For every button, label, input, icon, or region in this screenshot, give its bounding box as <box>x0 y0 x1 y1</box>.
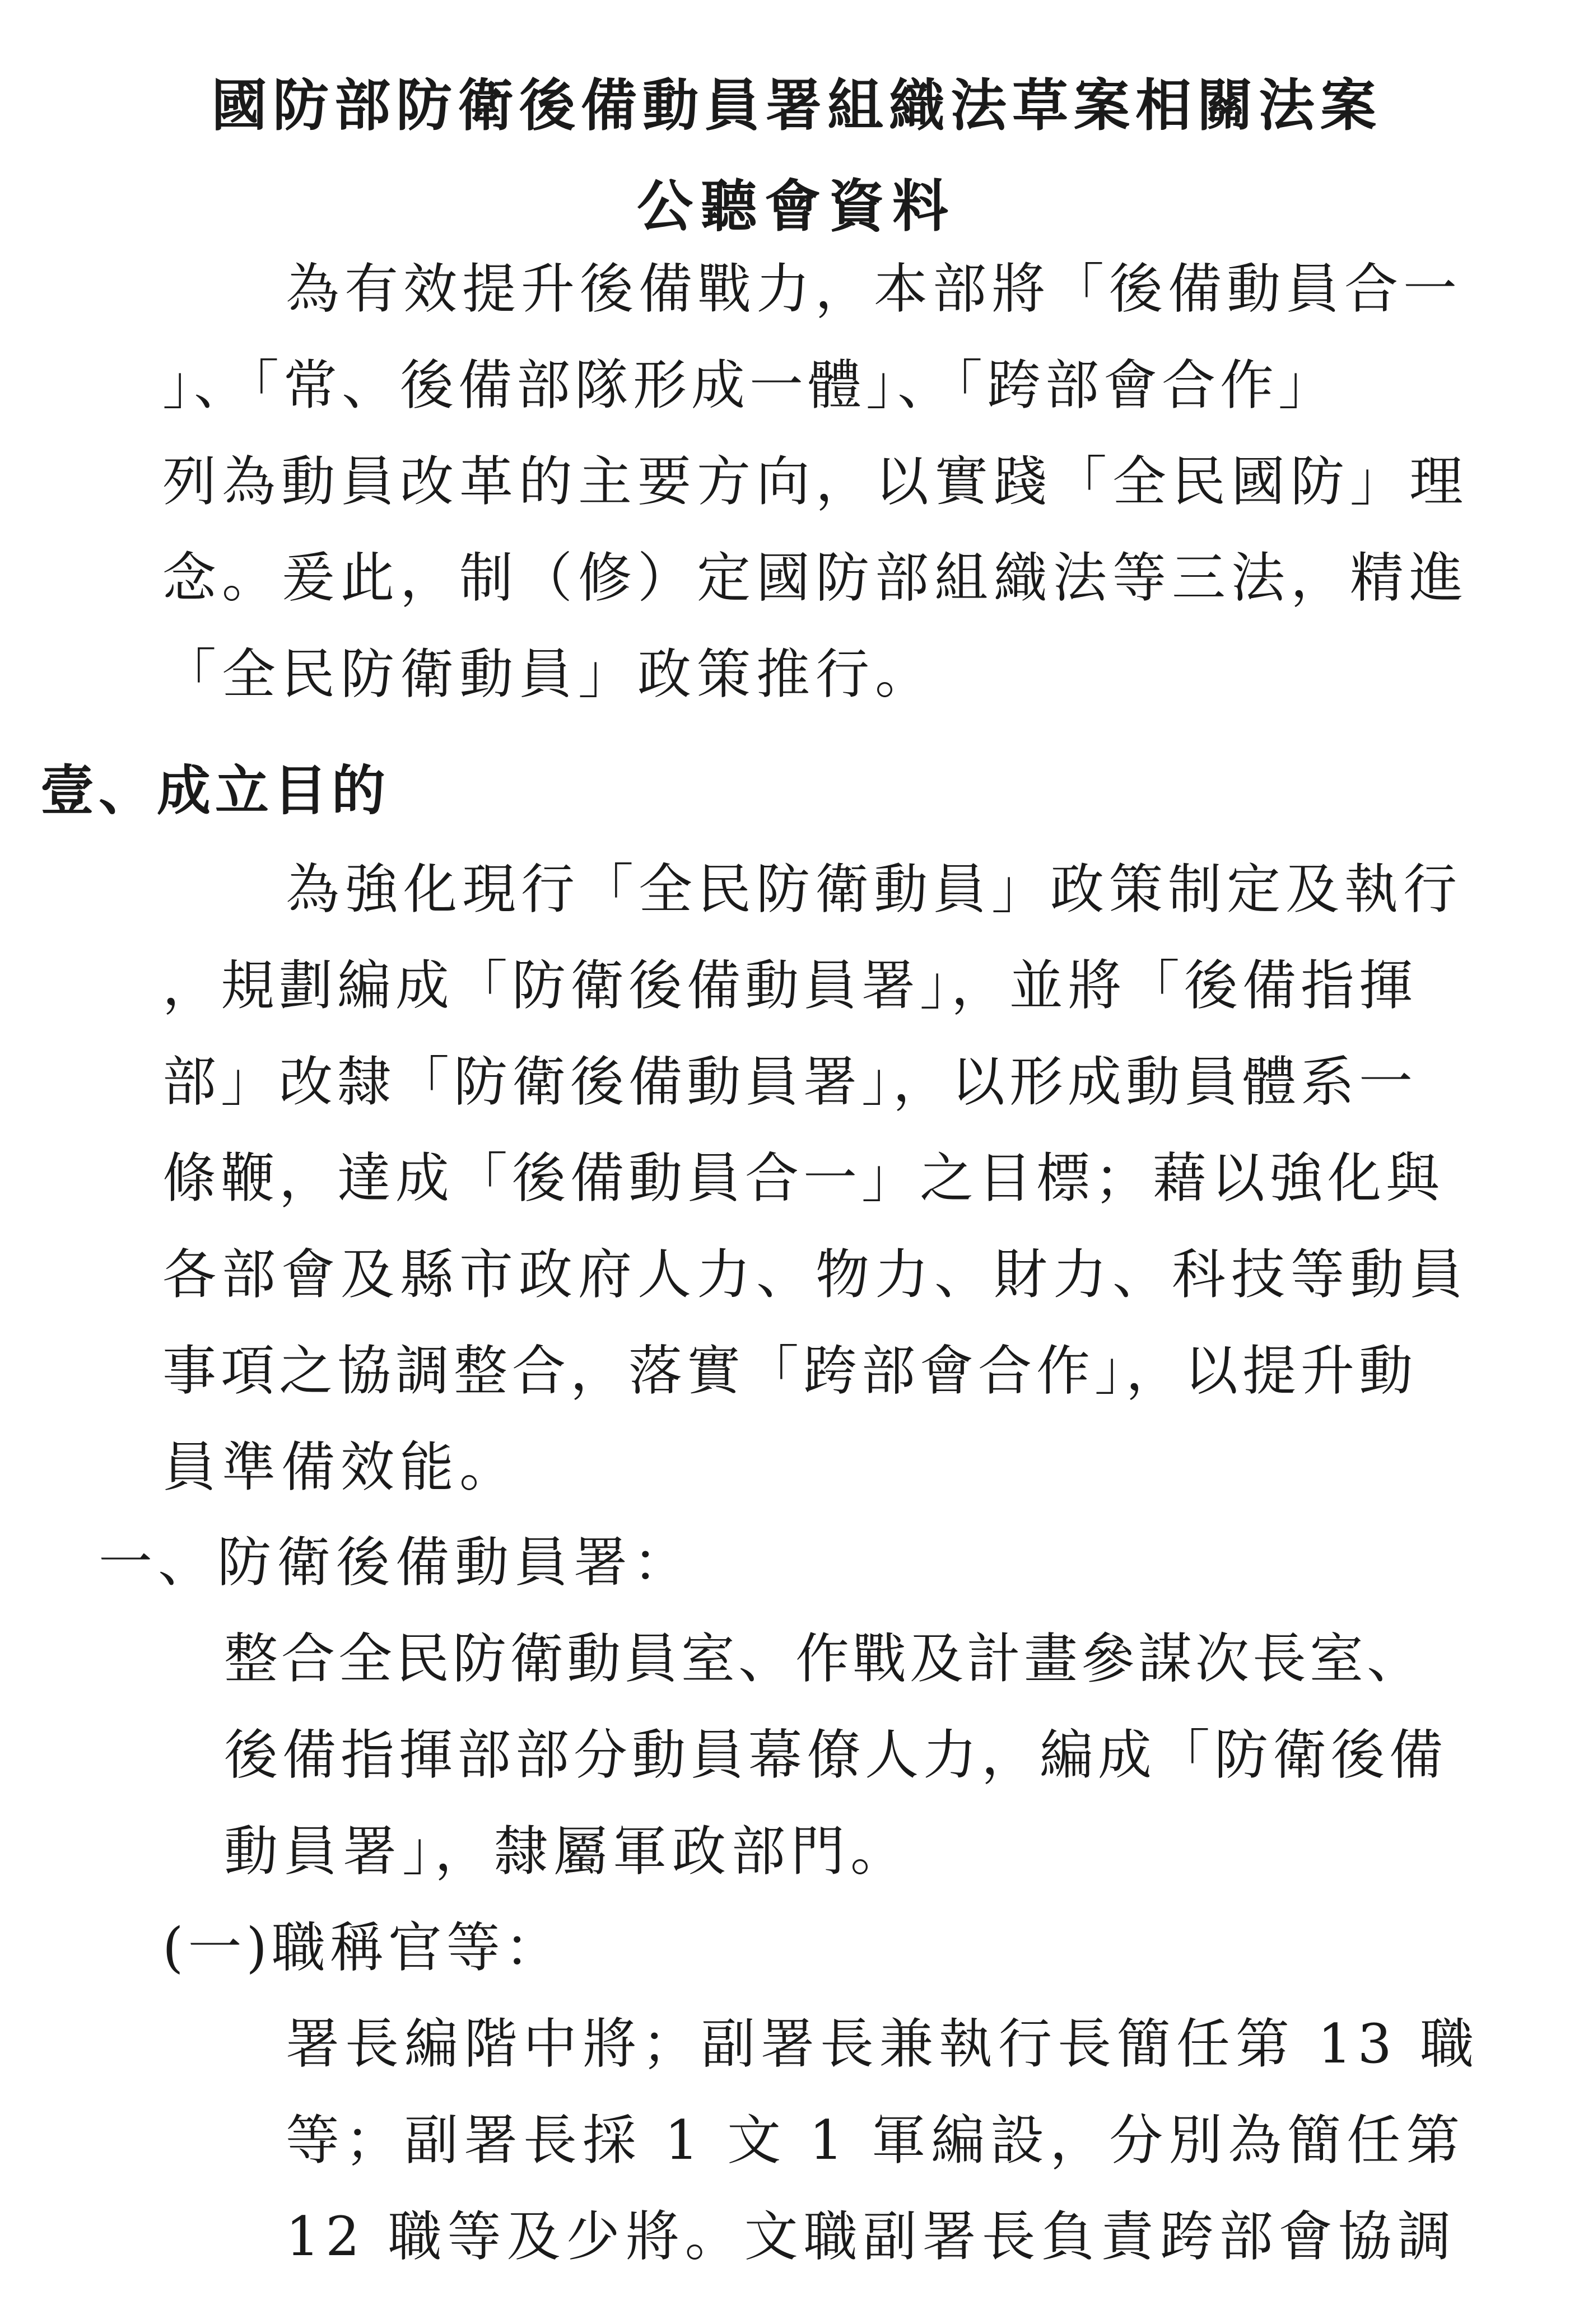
subitem-1-line-1: 署長編階中將；副署長兼執行長簡任第 13 職 <box>286 2013 1480 2075</box>
section-1-line-5: 各部會及縣市政府人力、物力、財力、科技等動員 <box>162 1243 1469 1306</box>
section-1-line-7: 員準備效能。 <box>162 1436 519 1499</box>
item-1-heading: 一、防衛後備動員署： <box>99 1531 692 1594</box>
subitem-1-line-2: 等；副署長採 1 文 1 軍編設，分別為簡任第 <box>286 2109 1466 2172</box>
section-1-line-2: ，規劃編成「防衛後備動員署」，並將「後備指揮 <box>162 954 1417 1017</box>
intro-line-1: 為有效提升後備戰力，本部將「後備動員合一 <box>286 258 1462 320</box>
section-1-line-1: 為強化現行「全民防衛動員」政策制定及執行 <box>286 858 1462 921</box>
section-1-heading: 壹、成立目的 <box>40 759 390 822</box>
section-1-line-6: 事項之協調整合，落實「跨部會合作」，以提升動 <box>162 1340 1417 1402</box>
item-1-line-3: 動員署」，隸屬軍政部門。 <box>224 1820 910 1883</box>
item-1-line-1: 整合全民防衛動員室、作戰及計畫參謀次長室、 <box>224 1627 1424 1690</box>
intro-line-3: 列為動員改革的主要方向，以實踐「全民國防」理 <box>162 450 1469 513</box>
intro-line-5: 「全民防衛動員」政策推行。 <box>162 643 934 706</box>
section-1-line-4: 條鞭，達成「後備動員合一」之目標；藉以強化與 <box>162 1147 1444 1210</box>
section-1-line-3: 部」改隸「防衛後備動員署」，以形成動員體系一 <box>162 1051 1417 1113</box>
intro-line-4: 念。爰此，制（修）定國防部組織法等三法，精進 <box>162 547 1469 609</box>
document-title-line-2: 公聽會資料 <box>637 174 956 239</box>
item-1-line-2: 後備指揮部部分動員幕僚人力，編成「防衛後備 <box>224 1724 1447 1786</box>
intro-line-2: 」、「常、後備部隊形成一體」、「跨部會合作」 <box>162 354 1336 417</box>
document-title-line-1: 國防部防衛後備動員署組織法草案相關法案 <box>211 73 1382 138</box>
subitem-1-heading: (一)職稱官等： <box>162 1916 563 1979</box>
subitem-1-line-3: 12 職等及少將。文職副署長負責跨部會協調 <box>286 2205 1457 2268</box>
